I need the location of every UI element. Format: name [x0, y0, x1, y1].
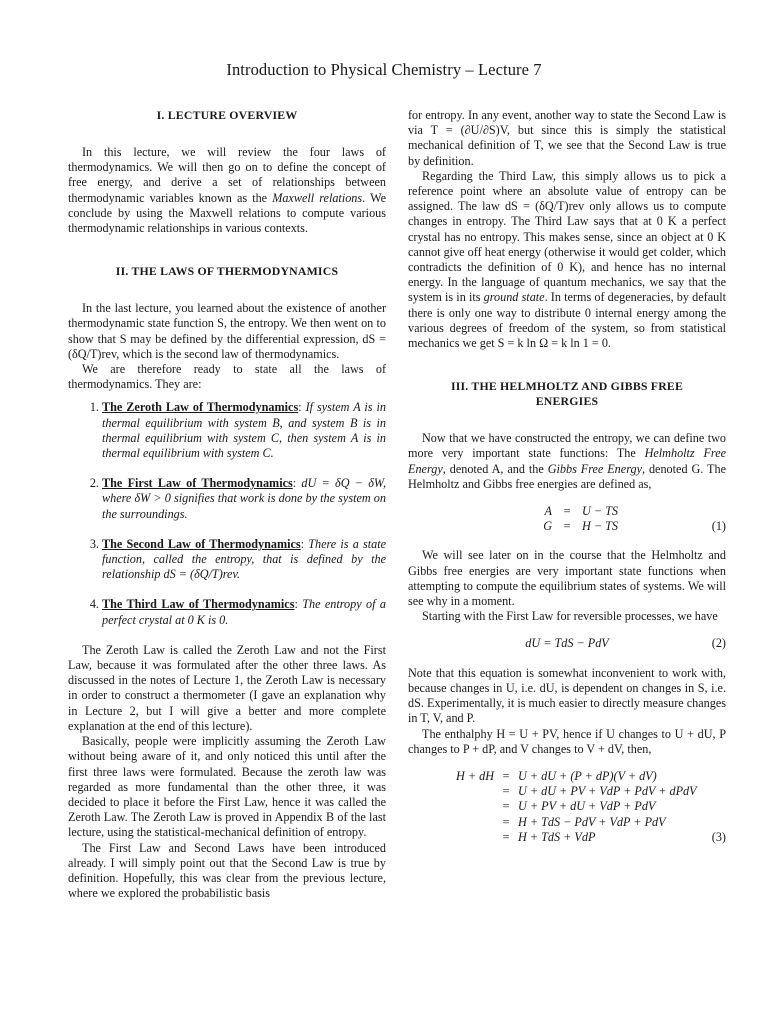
law-zeroth: 1. The Zeroth Law of Thermodynamics: If system A is in thermal equilibrium with system B, and system B is in thermal equilibrium with system C, then system A is in thermal equilibrium with system C.: [102, 400, 386, 461]
inconvenience-paragraph: Note that this equation is somewhat inconvenient to work with, because changes in U, i.e. dU, is dependent on changes in S, i.e. dS. Experimentally, it is much easier to directly measure changes in T, V, and P.: [408, 665, 726, 726]
first-second-paragraph: The First Law and Second Laws have been introduced already. I will simply point out that the Second Law is true by definition. Hopefully, this was clear from the previous lecture, where we explored the probabilistic basis: [68, 840, 386, 901]
law-first: 2. The First Law of Thermodynamics: dU = δQ − δW, where δW > 0 signifies that work is done by the system on the surroundings.: [102, 476, 386, 522]
section-heading-laws: II. THE LAWS OF THERMODYNAMICS: [115, 264, 339, 279]
paper-title: Introduction to Physical Chemistry – Lecture 7: [226, 60, 542, 79]
right-column: [408, 108, 726, 859]
equation-2: dU = TdS − PdV (2): [525, 636, 726, 651]
zeroth-law-paragraph: The Zeroth Law is called the Zeroth Law and not the First Law, because it was formulated after the other three laws. As discussed in the notes of Lecture 1, the Zeroth Law is necessary in order to construct a thermometer (I gave an explanation why in Lecture 2, but I will give a better and more complete explanation at the end of this lecture).: [68, 642, 386, 733]
section-heading-overview: I. LECTURE OVERVIEW: [156, 108, 298, 122]
equation-1-number: (1): [711, 519, 726, 534]
laws-list: [68, 400, 386, 627]
equation-3-number: (3): [711, 829, 726, 844]
equation-3: H + dH = U + dU + (P + dP)(V + dV) = U + dU + PV + VdP + PdV + dPdV = U + PV + dU + VdP + PdV = H + TdS − PdV + VdP + PdV = H + TdS + VdP (3): [455, 768, 726, 844]
law-second: 3. The Second Law of Thermodynamics: There is a state function, called the entropy, that is defined by the relationship dS = (δQ/T)rev.: [102, 537, 386, 583]
entropy-continuation-paragraph: for entropy. In any event, another way to state the Second Law is via T = (∂U/∂S)V, but since this is simply the statistical mechanical definition of T, we see that the Second Law is true by definition.: [408, 108, 726, 168]
free-energy-importance-paragraph: We will see later on in the course that the Helmholtz and Gibbs free energies are very important state functions when attempting to compute the equilibrium states of systems. We will see why in a moment.: [408, 548, 726, 609]
law-third: 4. The Third Law of Thermodynamics: The entropy of a perfect crystal at 0 K is 0.: [102, 597, 386, 627]
equation-1: A = U − TS G = H − TS (1): [543, 504, 726, 534]
laws-ready-paragraph: We are therefore ready to state all the laws of thermodynamics. They are:: [68, 362, 386, 392]
laws-intro-paragraph: In the last lecture, you learned about the existence of another thermodynamic state function S, the entropy. We then went on to show that S may be defined by the differential expression, dS = (δQ/T)rev, which is the second law of thermodynamics.: [68, 301, 386, 361]
third-law-paragraph: Regarding the Third Law, this simply allows us to pick a reference point where an absolute value of entropy can be assigned. The law dS = (δQ/T)rev only allows us to compute changes in entropy. The Third Law says that at 0 K a perfect crystal has no entropy. This makes sense, since an object at 0 K cannot give off heat energy (otherwise it would get colder, which contradicts the definition of 0 K), and hence has no internal energy. In the language of quantum mechanics, we say that the system is in its ground state. In terms of degeneracies, by default there is only one way to distribute 0 internal energy among the various degrees of freedom of the system, so from statistical mechanics we get S = k ln Ω = k ln 1 = 0.: [408, 168, 726, 351]
zeroth-history-paragraph: Basically, people were implicitly assuming the Zeroth Law without being aware of it, and only noticed this until after the first three laws were formulated. Because the zeroth law was regarded as more fundamental than the other three, it was decided to place it before the First Law, hence it was called the Zeroth Law. The Zeroth Law is proved in Appendix B of the last lecture, using the statistical-mechanical definition of entropy.: [68, 734, 386, 840]
first-law-reversible-paragraph: Starting with the First Law for reversible processes, we have: [422, 609, 718, 624]
section-heading-free-energies: III. THE HELMHOLTZ AND GIBBS FREE ENERGIES: [450, 379, 684, 409]
left-column: [68, 108, 386, 901]
overview-paragraph: In this lecture, we will review the four laws of thermodynamics. We will then go on to define the concept of free energy, and derive a set of relationships between thermodynamic variables known as the Maxwell relations. We conclude by using the Maxwell relations to compute various thermodynamic relationships in various contexts.: [68, 145, 386, 236]
free-energy-intro-paragraph: Now that we have constructed the entropy, we can define two more very important state functions: The Helmholtz Free Energy, denoted A, and the Gibbs Free Energy, denoted G. The Helmholtz and Gibbs free energies are defined as,: [408, 431, 727, 491]
enthalpy-paragraph: The enthalphy H = U + PV, hence if U changes to U + dU, P changes to P + dP, and V changes to V + dV, then,: [408, 726, 726, 756]
equation-2-number: (2): [711, 636, 726, 651]
